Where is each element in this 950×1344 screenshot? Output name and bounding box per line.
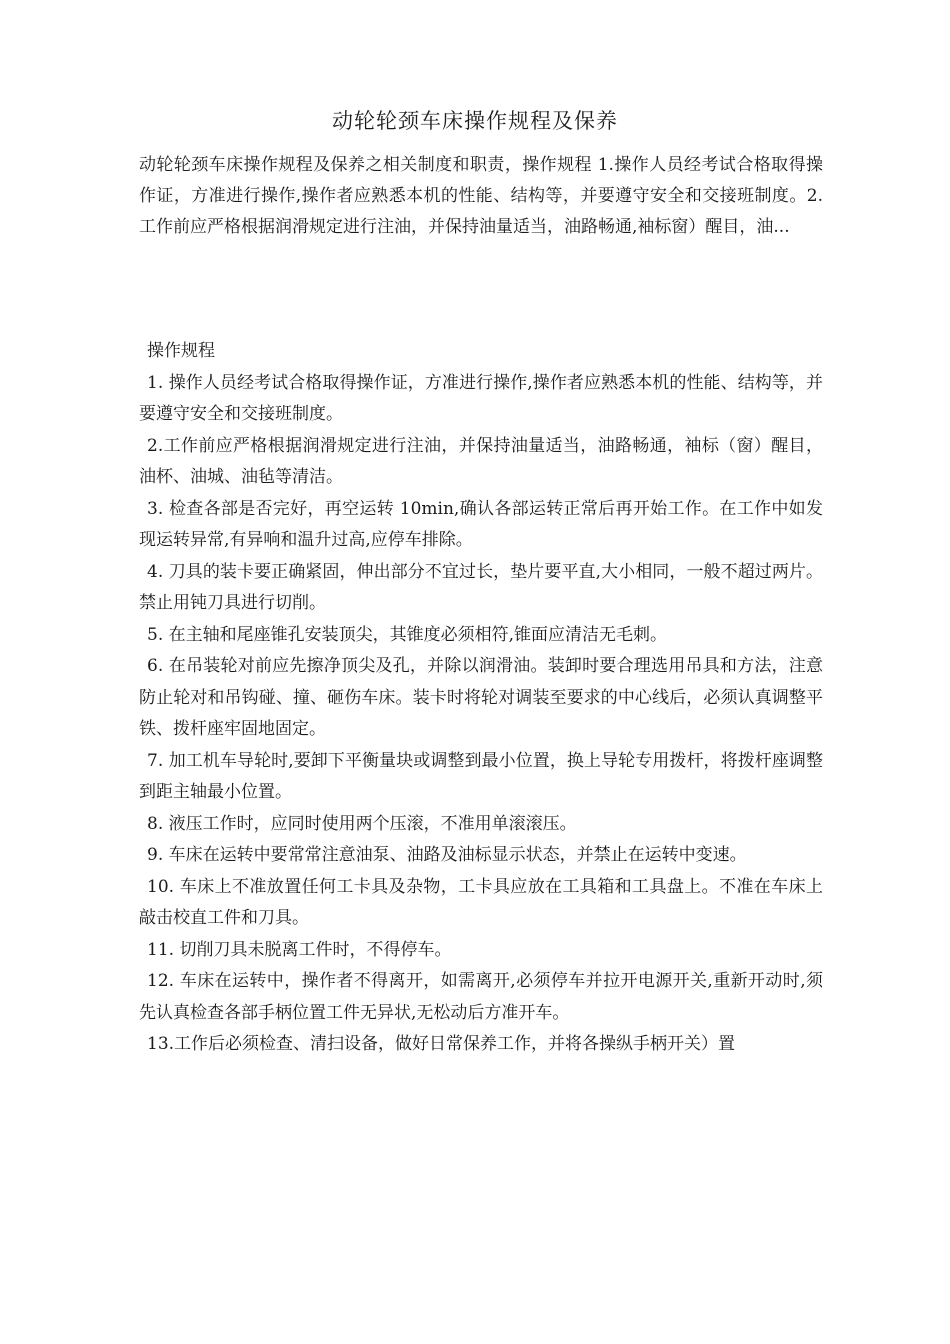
rule-item: 13.工作后必须检查、清扫设备，做好日常保养工作，并将各操纵手柄开关）置 [147,1034,736,1054]
document-body [139,336,823,1061]
document-summary: 动轮轮颈车床操作规程及保养之相关制度和职责，操作规程 1.操作人员经考试合格取得操作证，方准进行操作,操作者应熟悉本机的性能、结构等，并要遵守安全和交接班制度。2.工作前应严格根据润滑规定进行注油，并保持油量适当，油路畅通,袖标窗）醒目，油... [139,155,823,237]
rule-item: 11. 切削刀具未脱离工件时，不得停车。 [147,939,452,960]
rule-item: 4. 刀具的装卡要正确紧固，伸出部分不宜过长，垫片要平直,大小相同，一般不超过两片。禁止用钝刀具进行切削。 [139,561,823,613]
rule-item: 9. 车床在运转中要常常注意油泵、油路及油标显示状态，并禁止在运转中变速。 [147,845,747,865]
rule-item: 6. 在吊装轮对前应先擦净顶尖及孔，并除以润滑油。装卸时要合理选用吊具和方法，注意防止轮对和吊钩碰、撞、砸伤车床。装卡时将轮对调装至要求的中心线后，必须认真调整平铁、拨杆座牢固地固定。 [139,656,823,739]
rule-item: 10. 车床上不准放置任何工卡具及杂物，工卡具应放在工具箱和工具盘上。不准在车床上敲击校直工件和刀具。 [139,876,823,928]
document-title: 动轮轮颈车床操作规程及保养 [332,109,618,133]
rule-item: 12. 车床在运转中，操作者不得离开，如需离开,必须停车并拉开电源开关,重新开动时,须先认真检查各部手柄位置工件无异状,无松动后方准开车。 [139,971,823,1023]
section-heading: 操作规程 [147,341,215,361]
rule-item: 5. 在主轴和尾座锥孔安装顶尖，其锥度必须相符,锥面应清洁无毛刺。 [147,624,668,645]
rule-item: 2.工作前应严格根据润滑规定进行注油，并保持油量适当，油路畅通，袖标（窗）醒目，油杯、油城、油毡等清洁。 [139,435,823,487]
rule-item: 7. 加工机车导轮时,要卸下平衡量块或调整到最小位置，换上导轮专用拨杆，将拨杆座调整到距主轴最小位置。 [139,750,823,802]
rule-item: 1. 操作人员经考试合格取得操作证，方准进行操作,操作者应熟悉本机的性能、结构等，并要遵守安全和交接班制度。 [139,372,823,424]
rule-item: 3. 检查各部是否完好，再空运转 10min,确认各部运转正常后再开始工作。在工作中如发现运转异常,有异响和温升过高,应停车排除。 [139,498,823,550]
rule-item: 8. 液压工作时，应同时使用两个压滚，不准用单滚滚压。 [147,813,577,834]
